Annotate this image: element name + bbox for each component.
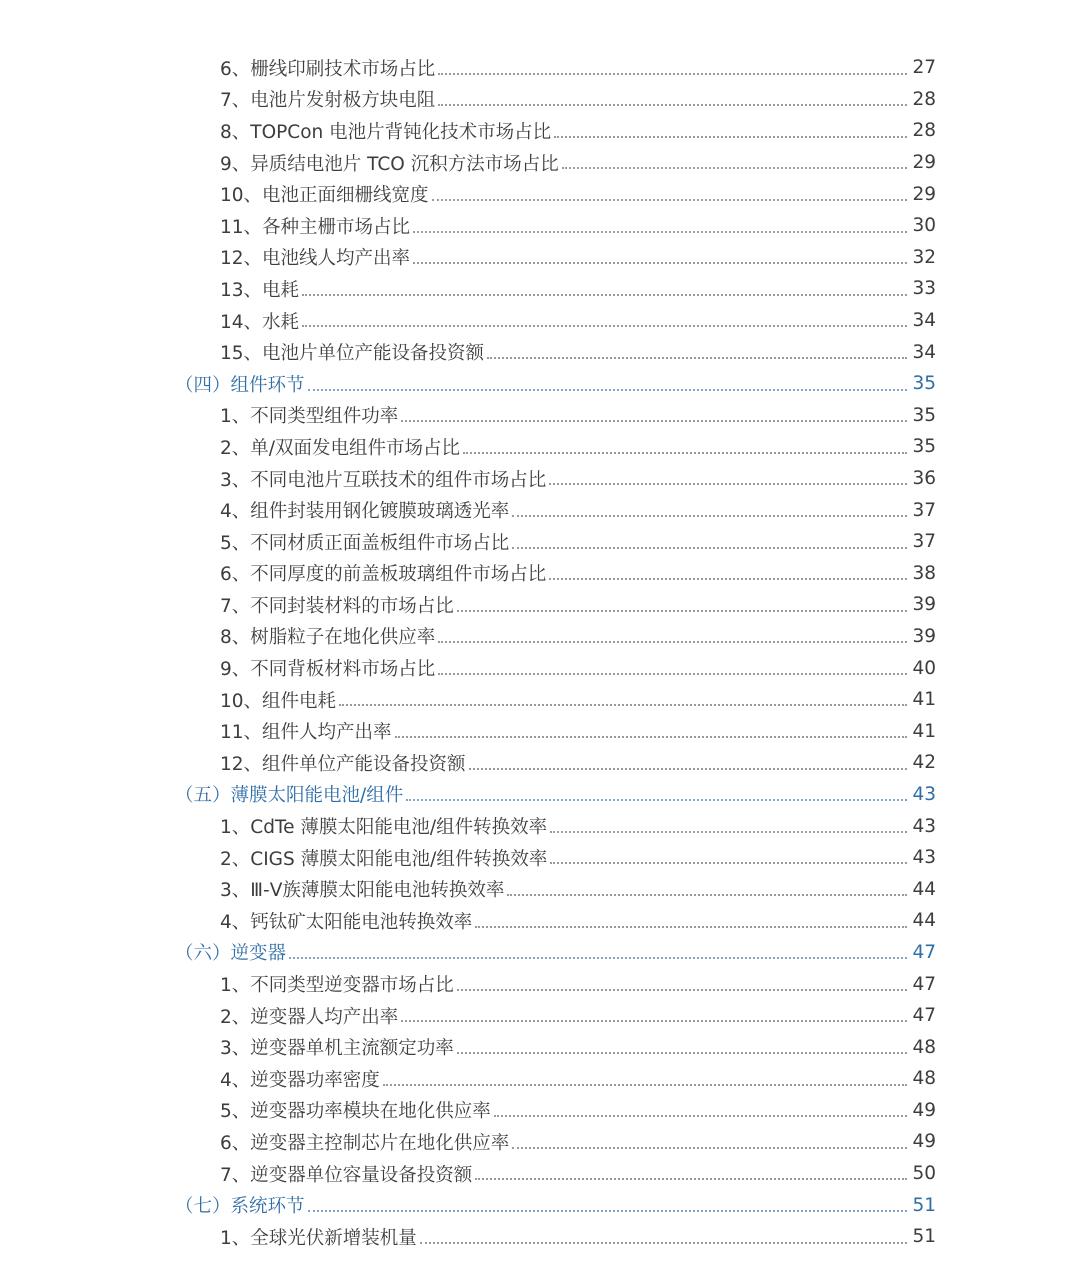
toc-item-entry[interactable] — [0, 147, 1080, 179]
toc-page-number: 37 — [912, 531, 936, 553]
toc-section-entry[interactable] — [0, 937, 1080, 969]
toc-entry-title: 1、不同类型组件功率 — [220, 406, 399, 428]
toc-dot-leader — [494, 1115, 907, 1117]
toc-dot-leader — [507, 894, 907, 896]
toc-dot-leader — [401, 420, 907, 422]
toc-page-number: 29 — [912, 152, 936, 174]
toc-page-number: 41 — [912, 689, 936, 711]
toc-item-entry[interactable] — [0, 873, 1080, 905]
toc-page-number: 33 — [912, 278, 936, 300]
toc-entry-title: 3、逆变器单机主流额定功率 — [220, 1038, 454, 1060]
toc-dot-leader — [457, 989, 907, 991]
toc-entry-title: 1、全球光伏新增装机量 — [220, 1227, 417, 1249]
toc-section-entry[interactable] — [0, 1189, 1080, 1221]
toc-page-number: 32 — [912, 246, 936, 268]
toc-dot-leader — [549, 578, 907, 580]
toc-item-entry[interactable] — [0, 715, 1080, 747]
toc-dot-leader — [289, 957, 907, 959]
toc-dot-leader — [438, 641, 907, 643]
toc-item-entry[interactable] — [0, 463, 1080, 495]
toc-page-number: 41 — [912, 720, 936, 742]
toc-item-entry[interactable] — [0, 905, 1080, 937]
toc-dot-leader — [383, 1084, 907, 1086]
toc-section-entry[interactable] — [0, 368, 1080, 400]
toc-entry-title: 4、组件封装用钢化镀膜玻璃透光率 — [220, 501, 510, 523]
toc-entry-title: 6、栅线印刷技术市场占比 — [220, 58, 436, 80]
toc-page-number: 37 — [912, 499, 936, 521]
toc-item-entry[interactable] — [0, 210, 1080, 242]
toc-dot-leader — [469, 768, 907, 770]
toc-entry-title: 10、电池正面细栅线宽度 — [220, 185, 429, 207]
toc-entry-title: 4、逆变器功率密度 — [220, 1069, 380, 1091]
toc-page-number: 35 — [912, 404, 936, 426]
toc-item-entry[interactable] — [0, 494, 1080, 526]
toc-item-entry[interactable] — [0, 178, 1080, 210]
toc-page-number: 42 — [912, 752, 936, 774]
table-of-contents — [0, 52, 1080, 1253]
toc-item-entry[interactable] — [0, 1095, 1080, 1127]
toc-dot-leader — [406, 799, 907, 801]
toc-dot-leader — [432, 199, 907, 201]
toc-page-number: 44 — [912, 878, 936, 900]
toc-entry-title: 2、逆变器人均产出率 — [220, 1006, 399, 1028]
toc-entry-title: 9、异质结电池片 TCO 沉积方法市场占比 — [220, 153, 559, 175]
toc-item-entry[interactable] — [0, 1158, 1080, 1190]
toc-page-number: 51 — [912, 1194, 936, 1216]
toc-entry-title: 5、逆变器功率模块在地化供应率 — [220, 1101, 491, 1123]
toc-entry-title: 7、电池片发射极方块电阻 — [220, 90, 436, 112]
toc-dot-leader — [562, 167, 907, 169]
toc-item-entry[interactable] — [0, 242, 1080, 274]
toc-entry-title: （四）组件环节 — [175, 374, 305, 396]
toc-dot-leader — [549, 483, 907, 485]
toc-dot-leader — [438, 673, 907, 675]
toc-page-number: 43 — [912, 847, 936, 869]
toc-page-number: 47 — [912, 973, 936, 995]
toc-entry-title: （六）逆变器 — [175, 943, 287, 965]
toc-page-number: 39 — [912, 625, 936, 647]
toc-entry-title: （七）系统环节 — [175, 1196, 305, 1218]
toc-item-entry[interactable] — [0, 558, 1080, 590]
toc-dot-leader — [475, 1178, 907, 1180]
toc-section-entry[interactable] — [0, 779, 1080, 811]
toc-entry-title: 1、CdTe 薄膜太阳能电池/组件转换效率 — [220, 817, 548, 839]
toc-page-number: 39 — [912, 594, 936, 616]
toc-page-number: 43 — [912, 815, 936, 837]
toc-entry-title: 1、不同类型逆变器市场占比 — [220, 975, 454, 997]
toc-page-number: 36 — [912, 468, 936, 490]
toc-item-entry[interactable] — [0, 400, 1080, 432]
toc-item-entry[interactable] — [0, 621, 1080, 653]
toc-entry-title: 2、单/双面发电组件市场占比 — [220, 437, 461, 459]
toc-dot-leader — [512, 1147, 907, 1149]
toc-item-entry[interactable] — [0, 305, 1080, 337]
toc-entry-title: 4、钙钛矿太阳能电池转换效率 — [220, 911, 473, 933]
toc-item-entry[interactable] — [0, 589, 1080, 621]
toc-entry-title: 12、组件单位产能设备投资额 — [220, 753, 466, 775]
toc-dot-leader — [550, 862, 907, 864]
toc-page-number: 43 — [912, 783, 936, 805]
toc-entry-title: 14、水耗 — [220, 311, 300, 333]
toc-entry-title: 3、Ⅲ-Ⅴ族薄膜太阳能电池转换效率 — [220, 880, 505, 902]
toc-entry-title: 6、不同厚度的前盖板玻璃组件市场占比 — [220, 564, 547, 586]
toc-item-entry[interactable] — [0, 336, 1080, 368]
toc-item-entry[interactable] — [0, 1000, 1080, 1032]
toc-entry-title: 13、电耗 — [220, 279, 300, 301]
toc-page-number: 29 — [912, 183, 936, 205]
toc-item-entry[interactable] — [0, 526, 1080, 558]
toc-item-entry[interactable] — [0, 968, 1080, 1000]
toc-entry-title: （五）薄膜太阳能电池/组件 — [175, 785, 404, 807]
toc-entry-title: 8、TOPCon 电池片背钝化技术市场占比 — [220, 121, 552, 143]
toc-dot-leader — [413, 231, 907, 233]
toc-item-entry[interactable] — [0, 1031, 1080, 1063]
toc-dot-leader — [463, 452, 907, 454]
toc-entry-title: 8、树脂粒子在地化供应率 — [220, 627, 436, 649]
toc-page-number: 48 — [912, 1068, 936, 1090]
toc-item-entry[interactable] — [0, 84, 1080, 116]
toc-dot-leader — [487, 357, 907, 359]
toc-item-entry[interactable] — [0, 747, 1080, 779]
toc-dot-leader — [308, 389, 907, 391]
toc-page-number: 34 — [912, 341, 936, 363]
toc-page-number: 47 — [912, 941, 936, 963]
toc-page-number: 27 — [912, 57, 936, 79]
toc-item-entry[interactable] — [0, 52, 1080, 84]
toc-entry-title: 12、电池线人均产出率 — [220, 248, 411, 270]
toc-dot-leader — [438, 73, 907, 75]
toc-item-entry[interactable] — [0, 1126, 1080, 1158]
toc-page-number: 35 — [912, 436, 936, 458]
toc-dot-leader — [438, 104, 907, 106]
toc-item-entry[interactable] — [0, 684, 1080, 716]
toc-page-number: 44 — [912, 910, 936, 932]
toc-item-entry[interactable] — [0, 1063, 1080, 1095]
toc-dot-leader — [457, 610, 907, 612]
toc-page-number: 34 — [912, 310, 936, 332]
toc-dot-leader — [554, 136, 907, 138]
toc-dot-leader — [512, 547, 907, 549]
toc-item-entry[interactable] — [0, 842, 1080, 874]
toc-dot-leader — [308, 1210, 907, 1212]
toc-dot-leader — [413, 262, 907, 264]
toc-entry-title: 7、逆变器单位容量设备投资额 — [220, 1164, 473, 1186]
toc-item-entry[interactable] — [0, 273, 1080, 305]
toc-page-number: 51 — [912, 1226, 936, 1248]
toc-page-number: 48 — [912, 1036, 936, 1058]
toc-entry-title: 11、各种主栅市场占比 — [220, 216, 411, 238]
toc-dot-leader — [401, 1020, 907, 1022]
toc-dot-leader — [457, 1052, 907, 1054]
toc-dot-leader — [339, 704, 907, 706]
toc-item-entry[interactable] — [0, 431, 1080, 463]
toc-entry-title: 6、逆变器主控制芯片在地化供应率 — [220, 1132, 510, 1154]
toc-entry-title: 3、不同电池片互联技术的组件市场占比 — [220, 469, 547, 491]
toc-item-entry[interactable] — [0, 1221, 1080, 1253]
toc-page-number: 30 — [912, 215, 936, 237]
toc-item-entry[interactable] — [0, 810, 1080, 842]
toc-entry-title: 10、组件电耗 — [220, 690, 337, 712]
toc-item-entry[interactable] — [0, 652, 1080, 684]
toc-dot-leader — [302, 325, 907, 327]
toc-entry-title: 2、CIGS 薄膜太阳能电池/组件转换效率 — [220, 848, 548, 870]
toc-dot-leader — [420, 1242, 907, 1244]
toc-page-number: 49 — [912, 1099, 936, 1121]
toc-dot-leader — [475, 926, 907, 928]
toc-page-number: 50 — [912, 1163, 936, 1185]
toc-page-number: 28 — [912, 120, 936, 142]
toc-entry-title: 11、组件人均产出率 — [220, 722, 392, 744]
toc-dot-leader — [512, 515, 907, 517]
toc-dot-leader — [395, 736, 907, 738]
toc-entry-title: 7、不同封装材料的市场占比 — [220, 595, 454, 617]
toc-dot-leader — [550, 831, 907, 833]
toc-page-number: 38 — [912, 562, 936, 584]
toc-page-number: 28 — [912, 88, 936, 110]
toc-page-number: 47 — [912, 1005, 936, 1027]
toc-page-number: 49 — [912, 1131, 936, 1153]
toc-dot-leader — [302, 294, 907, 296]
toc-page-number: 40 — [912, 657, 936, 679]
toc-page-number: 35 — [912, 373, 936, 395]
toc-entry-title: 9、不同背板材料市场占比 — [220, 659, 436, 681]
toc-entry-title: 15、电池片单位产能设备投资额 — [220, 343, 485, 365]
toc-entry-title: 5、不同材质正面盖板组件市场占比 — [220, 532, 510, 554]
toc-item-entry[interactable] — [0, 115, 1080, 147]
